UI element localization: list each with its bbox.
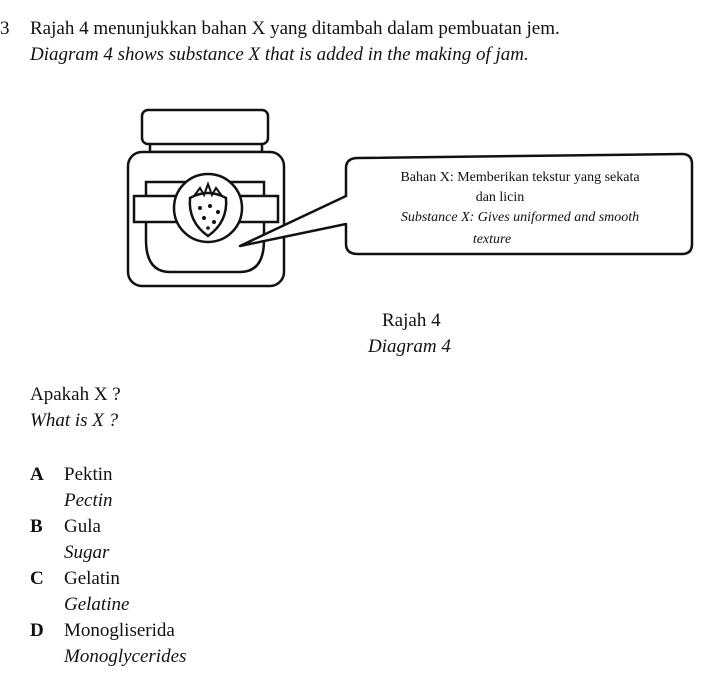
question-stem-malay: Rajah 4 menunjukkan bahan X yang ditambah dalam pembuatan jem. — [30, 18, 560, 39]
option-b-english: Sugar — [64, 542, 110, 563]
question-stem-english: Diagram 4 shows substance X that is added in the making of jam. — [30, 44, 529, 65]
prompt-english: What is X ? — [30, 410, 119, 431]
callout-text-malay-2: dan licin — [475, 190, 525, 205]
jar-lid — [142, 110, 268, 144]
callout-text-english-1: Substance X: Gives uniformed and smooth — [400, 210, 640, 225]
option-b-letter: B — [30, 516, 43, 537]
option-d-malay[interactable]: Monogliserida — [64, 620, 175, 641]
option-c-malay[interactable]: Gelatin — [64, 568, 120, 589]
callout-text-malay-1: Bahan X: Memberikan tekstur yang sekata — [400, 170, 640, 185]
prompt-malay: Apakah X ? — [30, 384, 121, 405]
option-d-letter: D — [30, 620, 44, 641]
diagram-caption-malay: Rajah 4 — [382, 310, 441, 331]
option-c-english: Gelatine — [64, 594, 130, 615]
question-number: 3 — [0, 18, 10, 39]
callout-text-english-2: texture — [472, 232, 512, 247]
option-c-letter: C — [30, 568, 44, 589]
option-b-malay[interactable]: Gula — [64, 516, 101, 537]
option-d-english: Monoglycerides — [64, 646, 187, 667]
option-a-english: Pectin — [64, 490, 113, 511]
diagram-caption-english: Diagram 4 — [368, 336, 451, 357]
option-a-letter: A — [30, 464, 44, 485]
option-a-malay[interactable]: Pektin — [64, 464, 113, 485]
